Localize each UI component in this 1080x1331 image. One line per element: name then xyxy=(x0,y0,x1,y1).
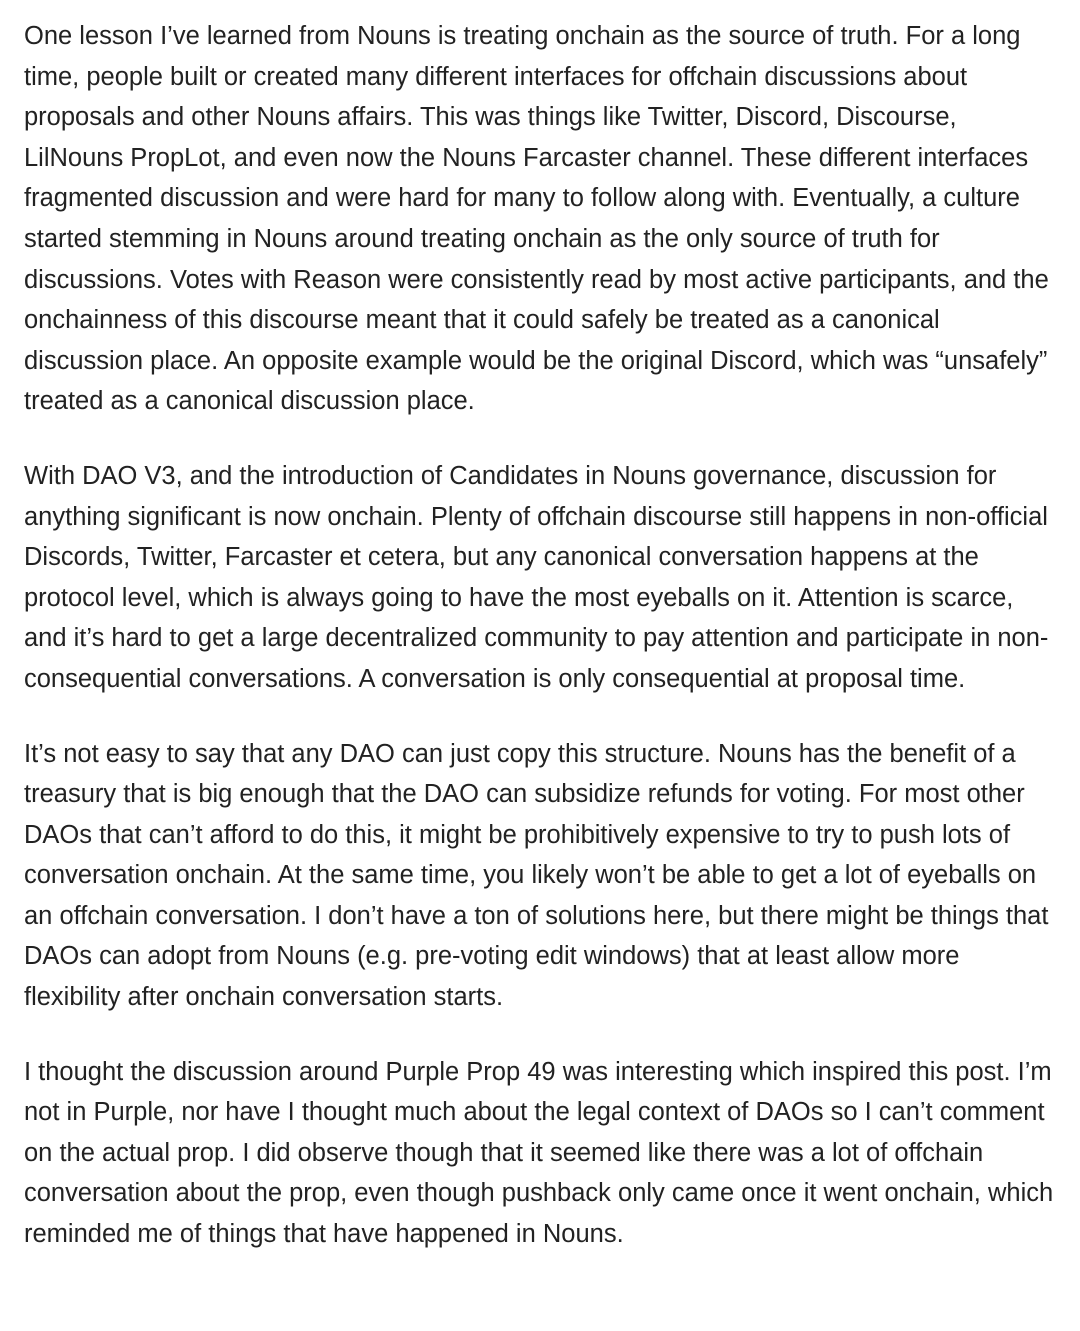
paragraph-onchain-source-of-truth: One lesson I’ve learned from Nouns is treating onchain as the source of truth. For a long time, people built or created many different interfaces for offchain discussions about proposals and other Nouns affairs. This was things like Twitter, Discord, Discourse, LilNouns PropLot, and even now the Nouns Farcaster channel. These different interfaces fragmented discussion and were hard for many to follow along with. Eventually, a culture started stemming in Nouns around treating onchain as the only source of truth for discussions. Votes with Reason were consistently read by most active participants, and the onchainness of this discourse meant that it could safely be treated as a canonical discussion place. An opposite example would be the original Discord, which was “unsafely” treated as a canonical discussion place. xyxy=(24,22,1049,416)
paragraph-purple-prop-49: I thought the discussion around Purple Prop 49 was interesting which inspired this post. I’m not in Purple, nor have I thought much about the legal context of DAOs so I can’t comment on the actual prop. I did observe though that it seemed like there was a lot of offchain conversation about the prop, even though pushback only came once it went onchain, which reminded me of things that have happened in Nouns. xyxy=(24,1057,1054,1249)
paragraph-copy-structure: It’s not easy to say that any DAO can just copy this structure. Nouns has the benefit of a treasury that is big enough that the DAO can subsidize refunds for voting. For most other DAOs that can’t afford to do this, it might be prohibitively expensive to try to push lots of conversation onchain. At the same time, you likely won’t be able to get a lot of eyeballs on an offchain conversation. I don’t have a ton of solutions here, but there might be things that DAOs can adopt from Nouns (e.g. pre-voting edit windows) that at least allow more flexibility after onchain conversation starts. xyxy=(24,739,1049,1012)
paragraph-dao-v3-candidates: With DAO V3, and the introduction of Candidates in Nouns governance, discussion for anything significant is now onchain. Plenty of offchain discourse still happens in non-official Discords, Twitter, Farcaster et cetera, but any canonical conversation happens at the protocol level, which is always going to have the most eyeballs on it. Attention is scarce, and it’s hard to get a large decentralized community to pay attention and participate in non-consequential conversations. A conversation is only consequential at proposal time. xyxy=(24,461,1049,693)
